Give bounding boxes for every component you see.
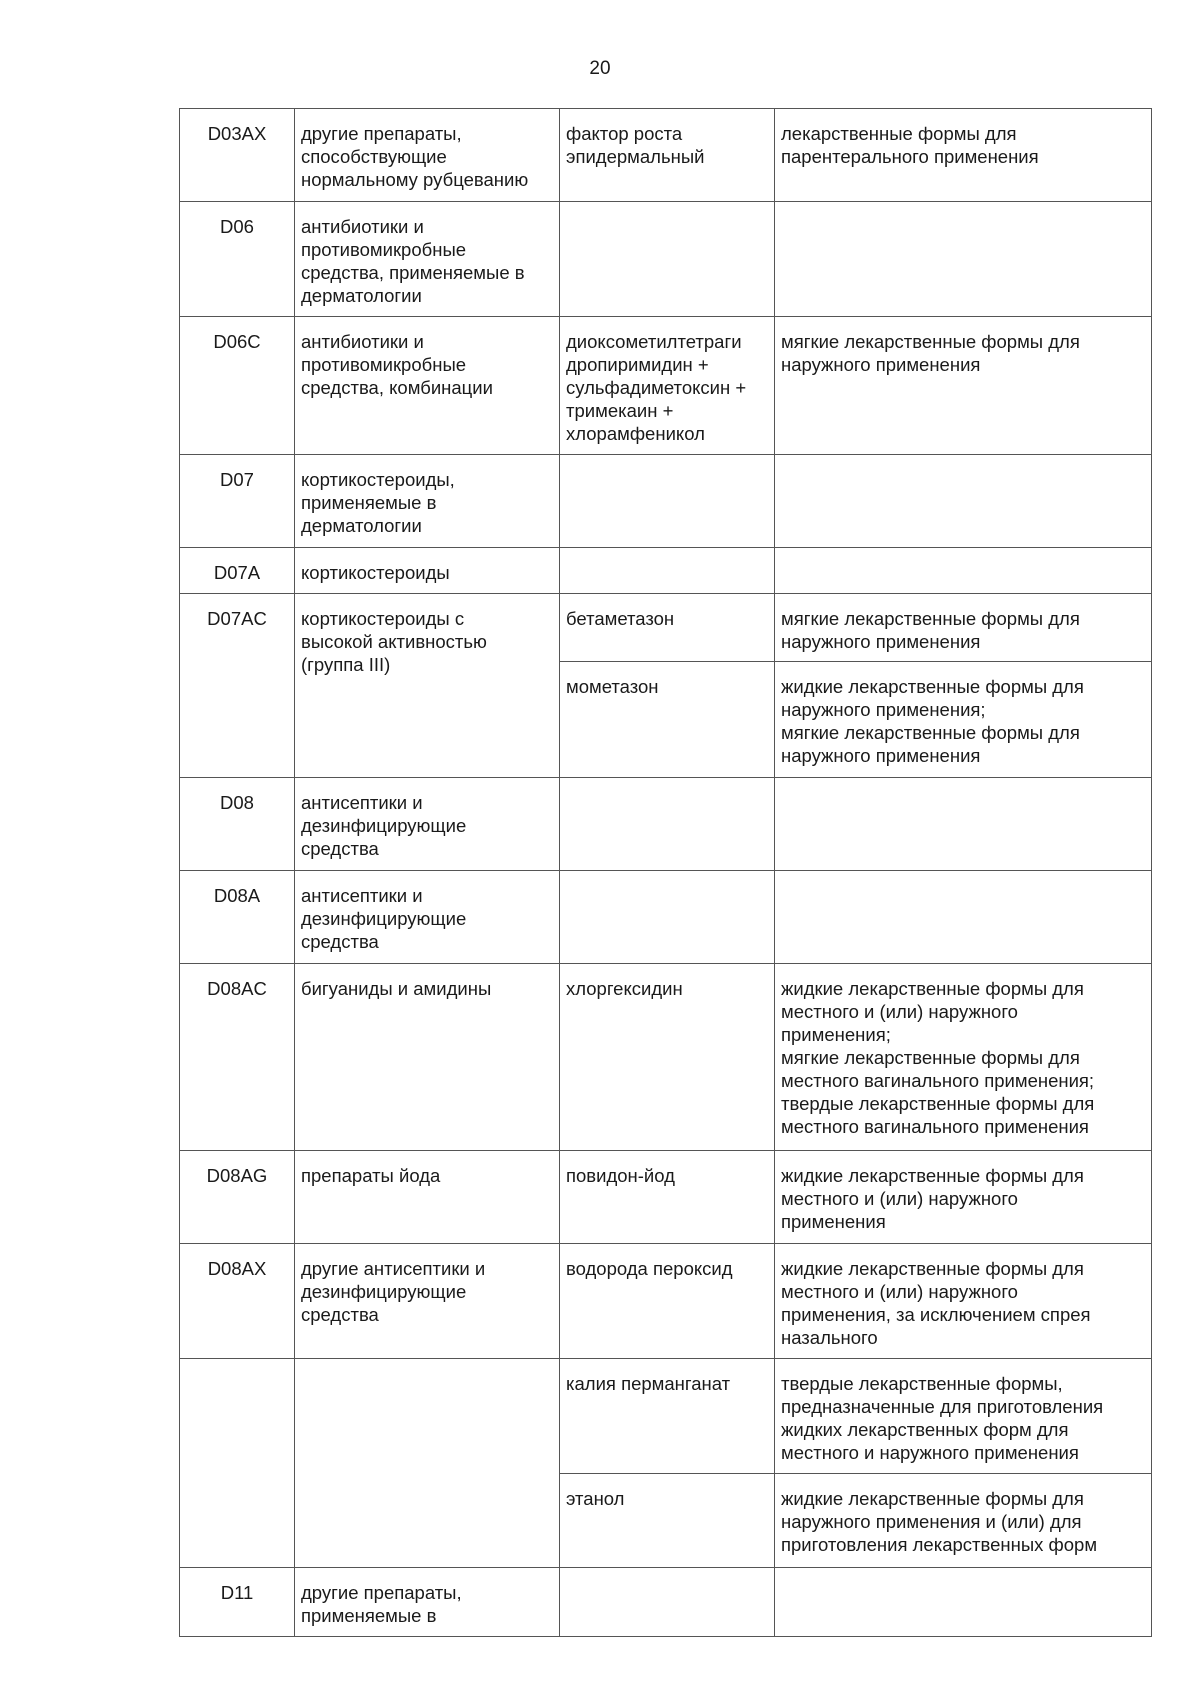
text-line: дезинфицирующие (301, 1281, 467, 1302)
anatomical-therapeutic-group-cell (295, 1568, 560, 1637)
text-line: наружного применения и (или) для (781, 1511, 1082, 1532)
text-line: этанол (566, 1488, 625, 1509)
table-row (180, 317, 1152, 455)
text-line: дерматологии (301, 515, 422, 536)
text-line: антибиотики и (301, 331, 424, 352)
atc-code-cell: D07A (180, 548, 295, 594)
text-line: мягкие лекарственные формы для (781, 1047, 1080, 1068)
text-line: жидкие лекарственные формы для (781, 1165, 1084, 1186)
text-line: лекарственные формы для (781, 123, 1017, 144)
anatomical-therapeutic-group-cell (295, 1244, 560, 1359)
text-line: мягкие лекарственные формы для (781, 331, 1080, 352)
text-line: повидон-йод (566, 1165, 675, 1186)
text-line: способствующие (301, 146, 447, 167)
text-line: мягкие лекарственные формы для (781, 608, 1080, 629)
anatomical-therapeutic-group-cell (295, 548, 560, 594)
dosage-forms-cell (775, 594, 1152, 662)
atc-code-cell: D08AX (180, 1244, 295, 1359)
anatomical-therapeutic-group-cell (295, 109, 560, 202)
drug-name-cell (560, 594, 775, 662)
drug-name-cell (560, 1244, 775, 1359)
table-row (180, 871, 1152, 964)
drug-name-cell (560, 317, 775, 455)
text-line: твердые лекарственные формы, (781, 1373, 1063, 1394)
text-line: применения, за исключением спрея (781, 1304, 1091, 1325)
text-line: противомикробные (301, 239, 467, 260)
text-line: наружного применения; (781, 699, 986, 720)
dosage-forms-cell (775, 1568, 1152, 1637)
text-line: местного и (или) наружного (781, 1188, 1018, 1209)
text-line: жидкие лекарственные формы для (781, 1488, 1084, 1509)
drug-name-cell (560, 109, 775, 202)
drug-name-cell (560, 964, 775, 1151)
text-line: средства, применяемые в (301, 262, 525, 283)
text-line: антисептики и (301, 792, 423, 813)
text-line: назального (781, 1327, 878, 1348)
text-line: приготовления лекарственных форм (781, 1534, 1098, 1555)
text-line: высокой активностью (301, 631, 487, 652)
text-line: твердые лекарственные формы для (781, 1093, 1095, 1114)
text-line: другие антисептики и (301, 1258, 486, 1279)
atc-code-cell: D08A (180, 871, 295, 964)
drug-name-cell (560, 1474, 775, 1568)
text-line: применяемые в (301, 492, 437, 513)
text-line: дерматологии (301, 285, 422, 306)
text-line: калия перманганат (566, 1373, 731, 1394)
atc-code-cell (180, 1359, 295, 1568)
text-line: кортикостероиды (301, 562, 450, 583)
drug-name-cell (560, 1359, 775, 1474)
drug-name-cell (560, 778, 775, 871)
anatomical-therapeutic-group-cell (295, 455, 560, 548)
text-line: средства (301, 1304, 379, 1325)
atc-code-cell: D07 (180, 455, 295, 548)
dosage-forms-cell (775, 778, 1152, 871)
text-line: жидкие лекарственные формы для (781, 978, 1084, 999)
text-line: противомикробные (301, 354, 467, 375)
drug-name-cell (560, 1151, 775, 1244)
drug-name-cell (560, 662, 775, 778)
atc-code-cell: D08AC (180, 964, 295, 1151)
drug-name-cell (560, 202, 775, 317)
text-line: (группа III) (301, 654, 391, 675)
atc-code-cell: D08 (180, 778, 295, 871)
text-line: дезинфицирующие (301, 908, 467, 929)
text-line: хлоргексидин (566, 978, 683, 999)
text-line: средства (301, 838, 379, 859)
text-line: наружного применения (781, 745, 981, 766)
text-line: предназначенные для приготовления (781, 1396, 1104, 1417)
atc-code-cell: D03AX (180, 109, 295, 202)
drug-name-cell (560, 871, 775, 964)
text-line: кортикостероиды с (301, 608, 465, 629)
text-line: наружного применения (781, 631, 981, 652)
text-line: диоксометилтетраги (566, 331, 742, 352)
table-body (180, 109, 1152, 1637)
text-line: жидкие лекарственные формы для (781, 1258, 1084, 1279)
text-line: тримекаин + (566, 400, 674, 421)
text-line: мягкие лекарственные формы для (781, 722, 1080, 743)
table-row (180, 548, 1152, 594)
text-line: мометазон (566, 676, 659, 697)
text-line: хлорамфеникол (566, 423, 705, 444)
text-line: фактор роста (566, 123, 683, 144)
anatomical-therapeutic-group-cell (295, 1151, 560, 1244)
drug-classification-table (179, 108, 1152, 1637)
text-line: препараты йода (301, 1165, 441, 1186)
text-line: дропиримидин + (566, 354, 709, 375)
atc-code-cell: D06 (180, 202, 295, 317)
page-number: 20 (589, 58, 611, 79)
text-line: применения (781, 1211, 886, 1232)
table-row (180, 109, 1152, 202)
text-line: антисептики и (301, 885, 423, 906)
table-row (180, 202, 1152, 317)
text-line: эпидермальный (566, 146, 705, 167)
text-line: средства, комбинации (301, 377, 493, 398)
dosage-forms-cell (775, 317, 1152, 455)
atc-code-cell: D08AG (180, 1151, 295, 1244)
table-row (180, 455, 1152, 548)
dosage-forms-cell (775, 455, 1152, 548)
text-line: применения; (781, 1024, 891, 1045)
anatomical-therapeutic-group-cell (295, 317, 560, 455)
text-line: нормальному рубцеванию (301, 169, 529, 190)
dosage-forms-cell (775, 548, 1152, 594)
table-row (180, 594, 1152, 662)
text-line: местного и наружного применения (781, 1442, 1079, 1463)
drug-name-cell (560, 1568, 775, 1637)
dosage-forms-cell (775, 109, 1152, 202)
text-line: местного и (или) наружного (781, 1001, 1018, 1022)
table-row (180, 1568, 1152, 1637)
text-line: парентерального применения (781, 146, 1039, 167)
anatomical-therapeutic-group-cell (295, 1359, 560, 1568)
atc-code-cell: D06C (180, 317, 295, 455)
text-line: местного и (или) наружного (781, 1281, 1018, 1302)
text-line: бигуаниды и амидины (301, 978, 492, 999)
anatomical-therapeutic-group-cell (295, 202, 560, 317)
drug-name-cell (560, 548, 775, 594)
anatomical-therapeutic-group-cell (295, 871, 560, 964)
text-line: жидких лекарственных форм для (781, 1419, 1069, 1440)
table-row (180, 1244, 1152, 1359)
table-row (180, 964, 1152, 1151)
atc-code-cell: D07AC (180, 594, 295, 778)
text-line: дезинфицирующие (301, 815, 467, 836)
dosage-forms-cell (775, 871, 1152, 964)
dosage-forms-cell (775, 662, 1152, 778)
table-row (180, 778, 1152, 871)
dosage-forms-cell (775, 1474, 1152, 1568)
text-line: антибиотики и (301, 216, 424, 237)
anatomical-therapeutic-group-cell (295, 594, 560, 778)
text-line: кортикостероиды, (301, 469, 455, 490)
text-line: водорода пероксид (566, 1258, 733, 1279)
text-line: средства (301, 931, 379, 952)
text-line: применяемые в (301, 1605, 437, 1626)
table-row (180, 1359, 1152, 1474)
dosage-forms-cell (775, 964, 1152, 1151)
dosage-forms-cell (775, 202, 1152, 317)
text-line: жидкие лекарственные формы для (781, 676, 1084, 697)
text-line: сульфадиметоксин + (566, 377, 747, 398)
dosage-forms-cell (775, 1359, 1152, 1474)
text-line: местного вагинального применения; (781, 1070, 1095, 1091)
drug-name-cell (560, 455, 775, 548)
table-row (180, 1151, 1152, 1244)
text-line: бетаметазон (566, 608, 675, 629)
dosage-forms-cell (775, 1151, 1152, 1244)
anatomical-therapeutic-group-cell (295, 964, 560, 1151)
text-line: другие препараты, (301, 1582, 462, 1603)
atc-code-cell: D11 (180, 1568, 295, 1637)
text-line: другие препараты, (301, 123, 462, 144)
text-line: наружного применения (781, 354, 981, 375)
text-line: местного вагинального применения (781, 1116, 1089, 1137)
anatomical-therapeutic-group-cell (295, 778, 560, 871)
dosage-forms-cell (775, 1244, 1152, 1359)
